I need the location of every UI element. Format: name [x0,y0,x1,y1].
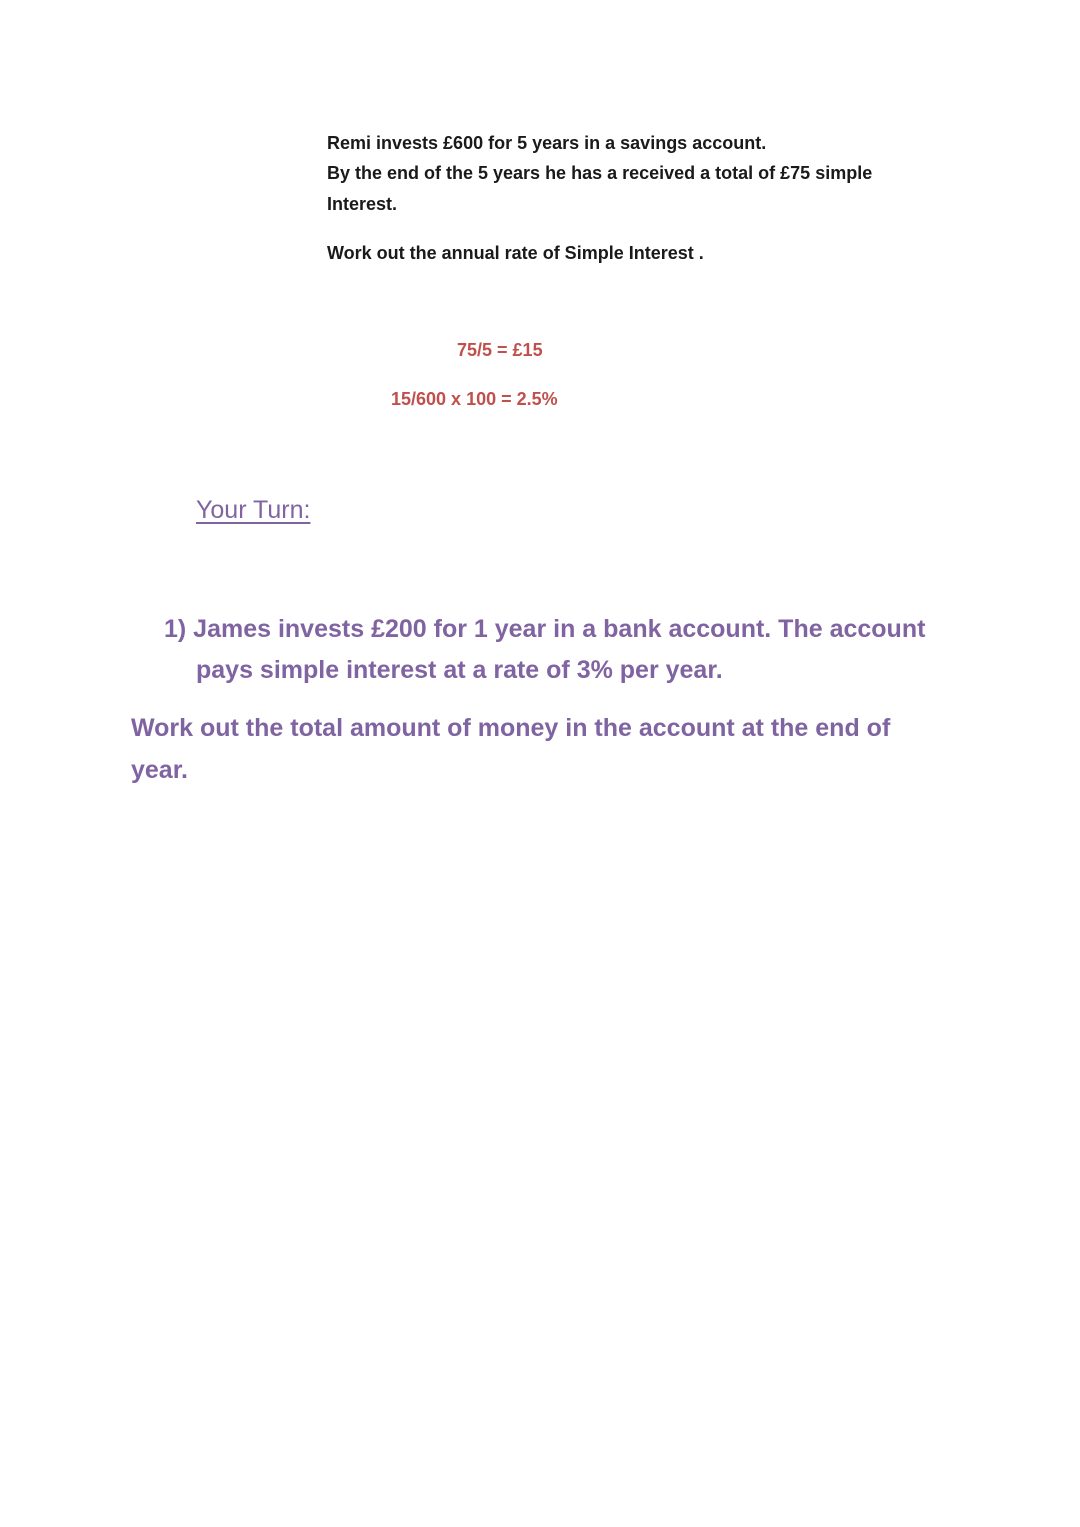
question-1-task-line-2: year. [131,756,189,784]
example-line-1: Remi invests £600 for 5 years in a savings account. [327,133,767,153]
example-line-3: Interest. [327,194,398,214]
your-turn-heading: Your Turn: [196,496,311,524]
question-1-task-line-1: Work out the total amount of money in the account at the end of [131,714,891,742]
solution-step-1: 75/5 = £15 [457,340,543,360]
example-task: Work out the annual rate of Simple Interest . [327,243,704,263]
example-line-2: By the end of the 5 years he has a received a total of £75 simple [327,163,873,183]
question-1-line-1: 1) James invests £200 for 1 year in a bank account. The account [164,615,926,643]
question-1-line-2: pays simple interest at a rate of 3% per year. [196,656,723,684]
solution-step-2: 15/600 x 100 = 2.5% [391,389,558,409]
